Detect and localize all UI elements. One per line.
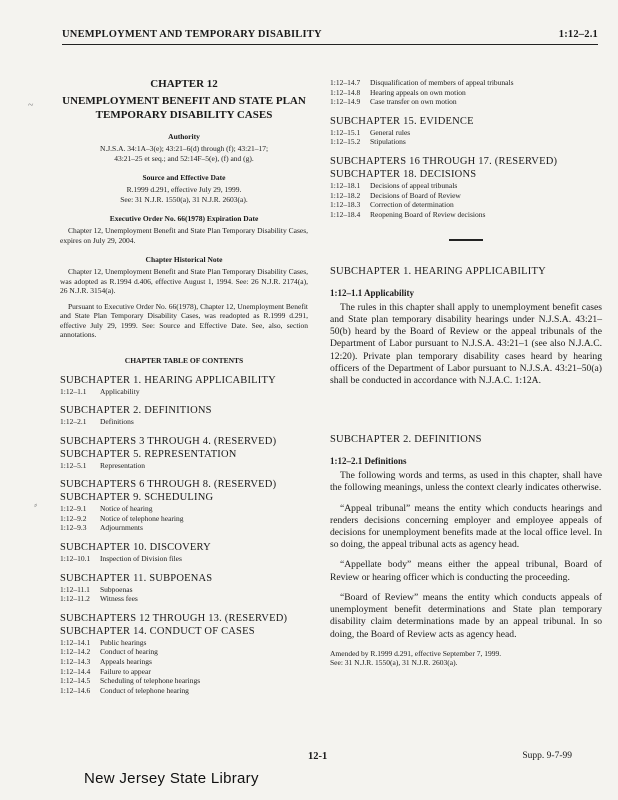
toc-list-sc10 bbox=[60, 554, 308, 564]
toc-entry: 1:12–15.2 Stipulations bbox=[330, 137, 406, 147]
authority-line-2: 43:21–25 et seq.; and 52:14F–5(e), (f) and (g). bbox=[114, 153, 254, 163]
header-rule bbox=[62, 44, 598, 45]
toc-entry: 1:12–14.2 Conduct of hearing bbox=[60, 647, 158, 657]
toc-entry: 1:12–18.3 Correction of determination bbox=[330, 200, 454, 210]
toc-list-sc9 bbox=[60, 504, 308, 533]
toc-entry: 1:12–14.6 Conduct of telephone hearing bbox=[60, 685, 189, 695]
source-text bbox=[60, 185, 308, 204]
chapter-title bbox=[60, 94, 308, 122]
historical-note-1: Chapter 12, Unemployment Benefit and State Plan Temporary Disability Cases, was adopted as R.1994 d.406, effective August 1, 1994. See: 26 N.J.R. 2174(a), 26 N.J.R. 3154(a). bbox=[60, 267, 308, 295]
toc-entry: 1:12–9.3 Adjournments bbox=[60, 523, 143, 533]
toc-entry: 1:12–14.3 Appeals hearings bbox=[60, 657, 152, 667]
toc-list-sc5 bbox=[60, 461, 308, 471]
toc-subchapter-11: SUBCHAPTER 11. SUBPOENAS bbox=[60, 572, 213, 584]
authority-text bbox=[60, 144, 308, 163]
margin-mark-icon: ~ bbox=[28, 100, 34, 111]
toc-subchapters-16-17: SUBCHAPTERS 16 THROUGH 17. (RESERVED) bbox=[330, 155, 558, 167]
section-1-1-text: The rules in this chapter shall apply to unemployment benefit cases and State plan temporary disability hearings under N.J.S.A. 43:21–50(b) heard by the Board of Review or the appeal tribunals of the Department of Labor pursuant to N.J.S.A. 43:21–1 (see also N.J.A.C. 12:20). Private plan temporary disability cases heard by hearing officers of the Department of Labor pursuant to N.J.S.A. 43:21–50(a) shall be conducted in accordance with N.J.A.C. 1:12A. bbox=[330, 301, 602, 387]
margin-mark-icon: ⸗ bbox=[34, 500, 38, 511]
definition-appeal-tribunal: “Appeal tribunal” means the entity which conducts hearings and renders decisions concerning employer and employee appeals of decisions for unemployment benefits made at the local office level. In so doing, the appeal tribunal acts as agency head. bbox=[330, 502, 602, 551]
amendment-note bbox=[330, 649, 602, 668]
toc-entry: 1:12–11.2 Witness fees bbox=[60, 594, 138, 604]
toc-subchapter-10: SUBCHAPTER 10. DISCOVERY bbox=[60, 542, 211, 554]
exec-order-heading: Executive Order No. 66(1978) Expiration Date bbox=[109, 214, 259, 223]
toc-entry: 1:12–11.1 Subpoenas bbox=[60, 584, 133, 594]
chapter-title-line-2: TEMPORARY DISABILITY CASES bbox=[95, 109, 273, 121]
toc-subchapter-5: SUBCHAPTER 5. REPRESENTATION bbox=[60, 448, 237, 460]
chapter-title-line-1: UNEMPLOYMENT BENEFIT AND STATE PLAN bbox=[62, 95, 306, 107]
toc-subchapters-6-8: SUBCHAPTERS 6 THROUGH 8. (RESERVED) bbox=[60, 479, 277, 491]
historical-note-heading: Chapter Historical Note bbox=[145, 255, 223, 264]
toc-subchapters-12-13: SUBCHAPTERS 12 THROUGH 13. (RESERVED) bbox=[60, 612, 288, 624]
toc-entry: 1:12–14.8 Hearing appeals on own motion bbox=[330, 87, 466, 97]
toc-entry: 1:12–18.2 Decisions of Board of Review bbox=[330, 190, 461, 200]
source-line-1: R.1999 d.291, effective July 29, 1999. bbox=[126, 185, 242, 194]
toc-subchapter-14: SUBCHAPTER 14. CONDUCT OF CASES bbox=[60, 625, 255, 637]
authority-heading: Authority bbox=[168, 132, 200, 141]
toc-entry: 1:12–14.7 Disqualification of members of appeal tribunals bbox=[330, 78, 514, 87]
toc-subchapter-18: SUBCHAPTER 18. DECISIONS bbox=[330, 168, 477, 180]
toc-list-sc1 bbox=[60, 387, 308, 397]
running-header bbox=[62, 29, 598, 43]
library-stamp: New Jersey State Library bbox=[84, 770, 259, 787]
toc-entry: 1:12–9.1 Notice of hearing bbox=[60, 504, 153, 514]
toc-subchapter-9: SUBCHAPTER 9. SCHEDULING bbox=[60, 492, 214, 504]
toc-entry: 1:12–18.4 Reopening Board of Review decisions bbox=[330, 209, 486, 219]
header-title: UNEMPLOYMENT AND TEMPORARY DISABILITY bbox=[62, 29, 322, 40]
source-heading: Source and Effective Date bbox=[142, 173, 226, 182]
toc-subchapter-15: SUBCHAPTER 15. EVIDENCE bbox=[330, 115, 474, 127]
toc-entry: 1:12–2.1 Definitions bbox=[60, 417, 134, 427]
section-2-1-heading: 1:12–2.1 Definitions bbox=[330, 456, 407, 467]
definition-board-of-review: “Board of Review” means the entity which conducts appeals of unemployment benefit determinations and State plan temporary disability claim determinations made by an appeal tribunal. In so doing, the Board of Review acts as agency head. bbox=[330, 591, 602, 640]
toc-list-sc18 bbox=[330, 181, 602, 219]
definitions-intro: The following words and terms, as used in this chapter, shall have the following meanings, unless the context clearly indicates otherwise. bbox=[330, 470, 602, 494]
toc-subchapter-2: SUBCHAPTER 2. DEFINITIONS bbox=[60, 405, 212, 417]
toc-entry: 1:12–9.2 Notice of telephone hearing bbox=[60, 513, 184, 523]
body-subchapter-2-heading: SUBCHAPTER 2. DEFINITIONS bbox=[330, 434, 482, 446]
toc-entry: 1:12–5.1 Representation bbox=[60, 460, 145, 470]
toc-entry: 1:12–14.9 Case transfer on own motion bbox=[330, 97, 457, 107]
toc-list-sc2 bbox=[60, 417, 308, 427]
section-1-1-heading: 1:12–1.1 Applicability bbox=[330, 287, 415, 298]
chapter-number: CHAPTER 12 bbox=[150, 78, 218, 90]
toc-subchapter-1: SUBCHAPTER 1. HEARING APPLICABILITY bbox=[60, 374, 276, 386]
toc-entry: 1:12–14.1 Public hearings bbox=[60, 637, 147, 647]
exec-order-text: Chapter 12, Unemployment Benefit and State Plan Temporary Disability Cases, expires on July 29, 2004. bbox=[60, 226, 308, 245]
page-number: 12-1 bbox=[308, 751, 328, 762]
toc-subchapters-3-4: SUBCHAPTERS 3 THROUGH 4. (RESERVED) bbox=[60, 435, 277, 447]
body-subchapter-1-heading: SUBCHAPTER 1. HEARING APPLICABILITY bbox=[330, 265, 546, 277]
definition-appellate-body: “Appellate body” means either the appeal tribunal, Board of Review or hearing officer which is conducting the proceeding. bbox=[330, 559, 602, 583]
toc-entry: 1:12–1.1 Applicability bbox=[60, 386, 140, 396]
right-column bbox=[330, 78, 602, 668]
amendment-line-1: Amended by R.1999 d.291, effective September 7, 1999. bbox=[330, 648, 502, 658]
toc-heading: CHAPTER TABLE OF CONTENTS bbox=[124, 355, 244, 365]
page-footer bbox=[0, 751, 618, 763]
left-column bbox=[60, 78, 308, 695]
toc-entry: 1:12–18.1 Decisions of appeal tribunals bbox=[330, 180, 458, 190]
source-line-2: See: 31 N.J.R. 1550(a), 31 N.J.R. 2603(a). bbox=[120, 194, 248, 204]
amendment-line-2: See: 31 N.J.R. 1550(a), 31 N.J.R. 2603(a). bbox=[330, 658, 458, 668]
toc-entry: 1:12–10.1 Inspection of Division files bbox=[60, 554, 182, 564]
toc-entry: 1:12–15.1 General rules bbox=[330, 127, 411, 137]
supplement-date: Supp. 9-7-99 bbox=[522, 751, 572, 761]
toc-list-sc14-cont bbox=[330, 78, 602, 107]
toc-entry: 1:12–14.5 Scheduling of telephone hearings bbox=[60, 676, 201, 686]
toc-list-sc11 bbox=[60, 585, 308, 604]
header-section: 1:12–2.1 bbox=[558, 29, 598, 40]
toc-list-sc15 bbox=[330, 128, 602, 147]
toc-list-sc14 bbox=[60, 638, 308, 696]
authority-line-1: N.J.S.A. 34:1A–3(e); 43:21–6(d) through (f); 43:21–17; bbox=[99, 144, 269, 153]
historical-note-2: Pursuant to Executive Order No. 66(1978), Chapter 12, Unemployment Benefit and State Plan Temporary Disability Cases, was readopted as R.1999 d.291, effective July 29, 1999. See: Source and Effective Date. See, also, section annotations. bbox=[60, 301, 308, 339]
toc-entry: 1:12–14.4 Failure to appear bbox=[60, 666, 151, 676]
